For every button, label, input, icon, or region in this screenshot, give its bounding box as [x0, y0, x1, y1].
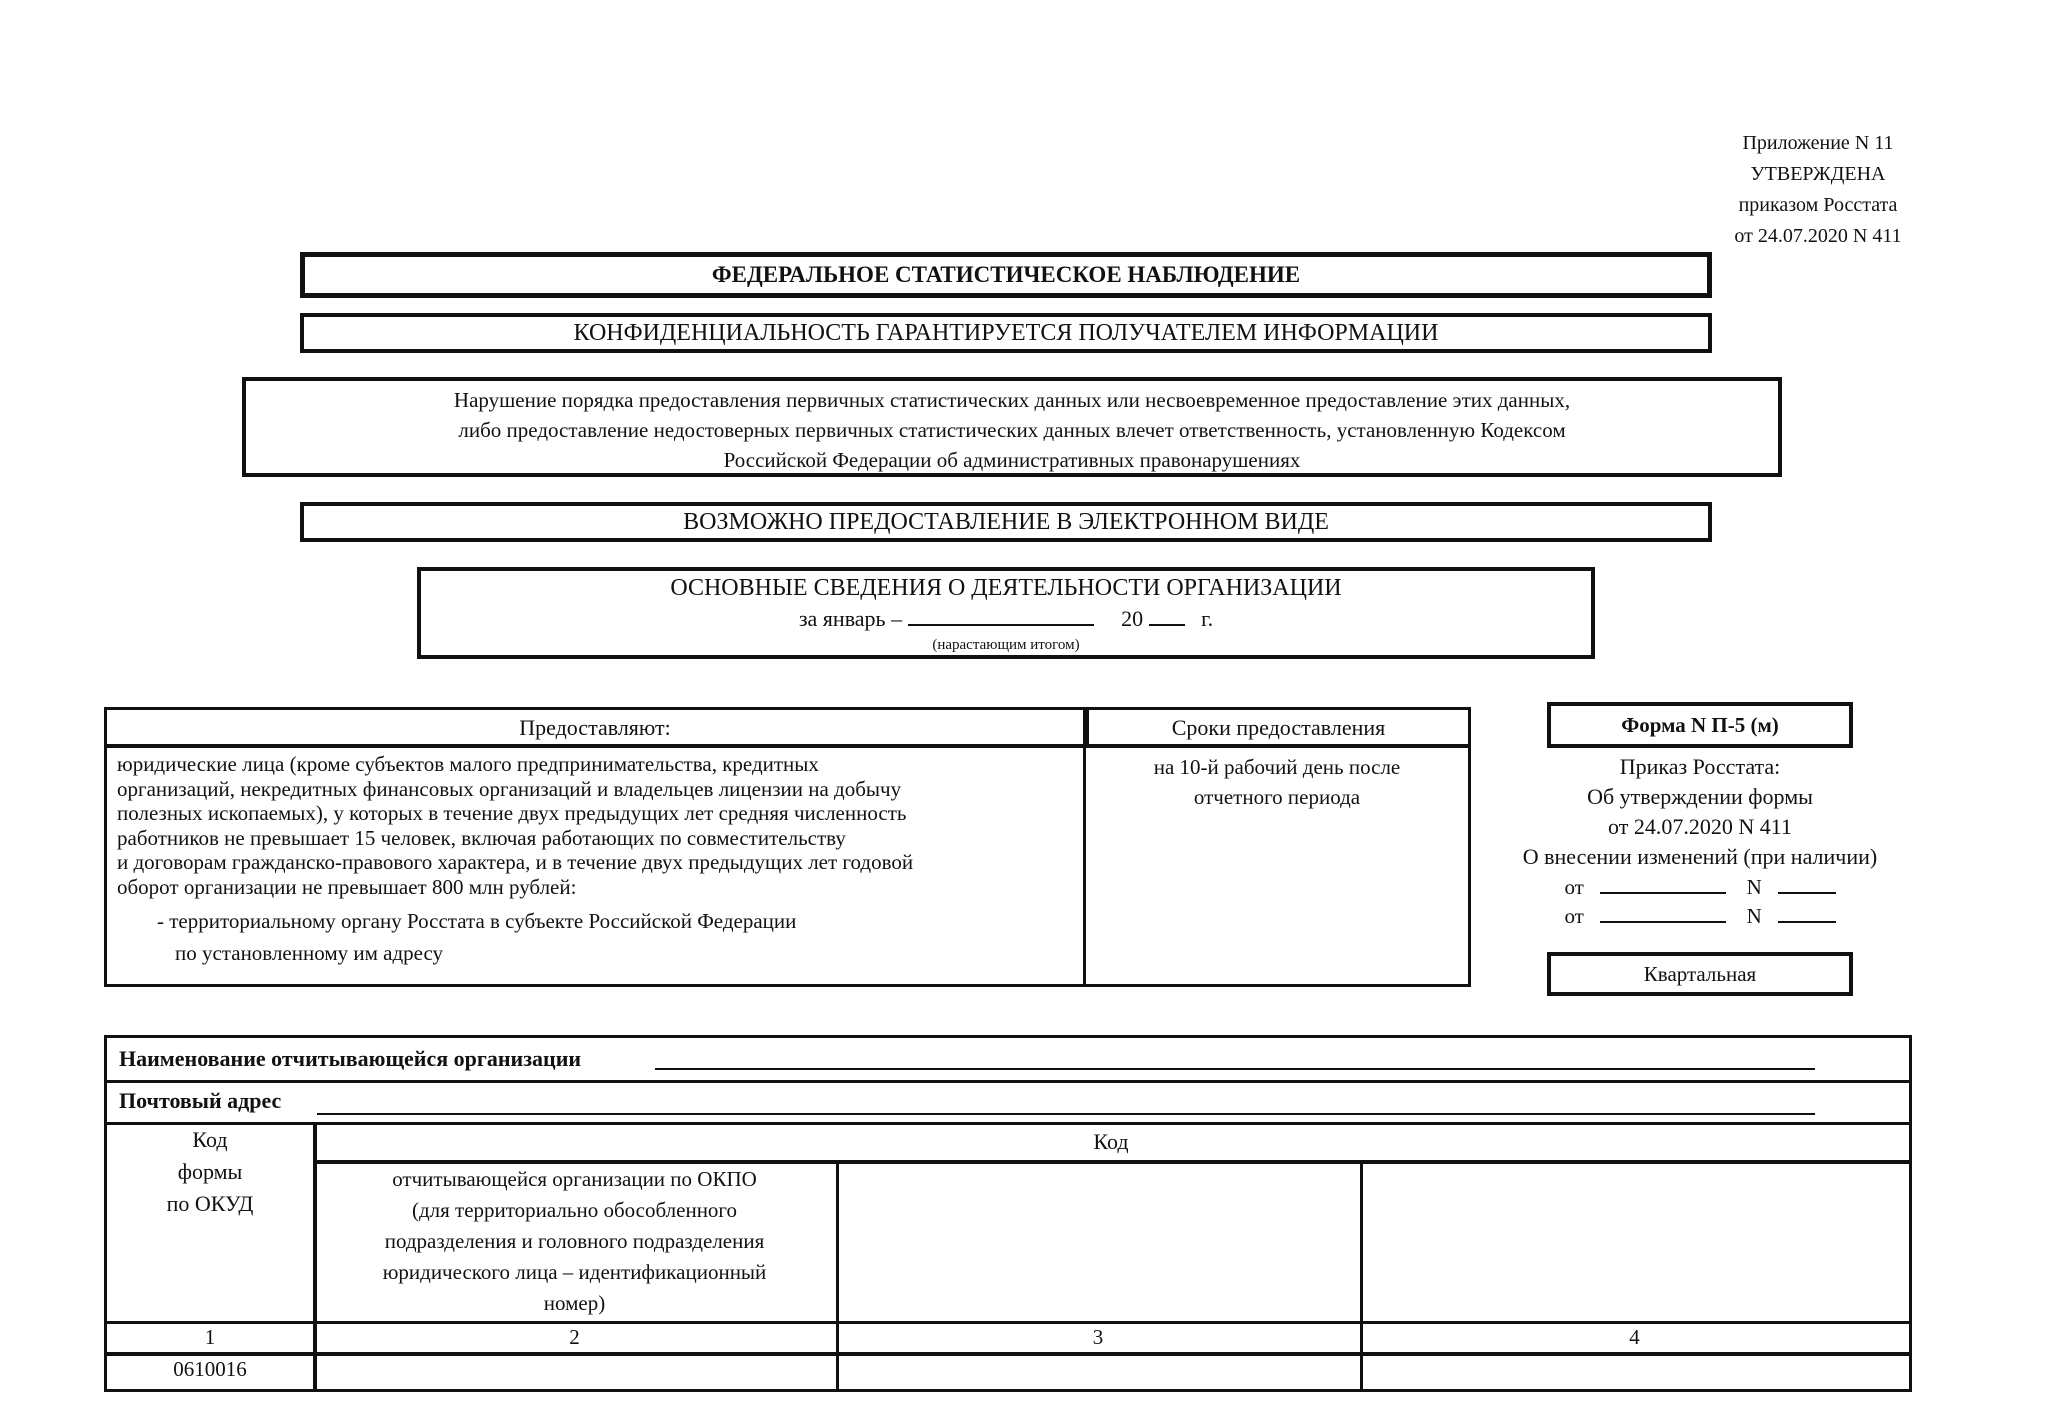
number-label: N [1746, 904, 1762, 928]
recipient-item-continuation: по установленному им адресу [175, 941, 444, 965]
column-number: 3 [1092, 1325, 1104, 1349]
period-prefix: за январь – [798, 606, 903, 631]
form-title-box [417, 567, 1595, 659]
appendix-line: Приложение N 11 [1742, 132, 1894, 154]
year-suffix: г. [1201, 606, 1214, 631]
approval-order-block [1480, 752, 1920, 930]
okpo-header-line: подразделения и головного подразделения [384, 1229, 765, 1253]
okpo-header-line: номер) [543, 1291, 606, 1315]
deadline-header: Сроки предоставления [1086, 710, 1468, 748]
okpo-header-line: юридического лица – идентификационный [382, 1260, 767, 1284]
number-label: N [1746, 875, 1762, 899]
postal-address-label: Почтовый адрес [119, 1088, 282, 1113]
order-line: от 24.07.2020 N 411 [1608, 814, 1792, 839]
cumulative-note: (нарастающим итогом) [932, 637, 1080, 653]
warning-line: либо предоставление недостоверных первичных статистических данных влечет ответственность, установленную Кодексом [458, 418, 1566, 442]
okud-header-line: формы [177, 1159, 243, 1184]
providers-line: юридические лица (кроме субъектов малого предпринимательства, кредитных [117, 752, 819, 776]
appendix-line: приказом Росстата [1738, 194, 1898, 216]
providers-table [104, 707, 1471, 987]
amendment-date-field[interactable] [1600, 901, 1726, 923]
organization-table [104, 1035, 1912, 1392]
providers-line: и договорам гражданско-правового характера, и в течение двух предыдущих лет годовой [117, 850, 914, 874]
electronic-submission-box: ВОЗМОЖНО ПРЕДОСТАВЛЕНИЕ В ЭЛЕКТРОННОМ ВИДЕ [300, 502, 1712, 542]
from-label: от [1564, 875, 1584, 899]
okud-code-value: 0610016 [173, 1357, 247, 1381]
from-label: от [1564, 904, 1584, 928]
form-title: ОСНОВНЫЕ СВЕДЕНИЯ О ДЕЯТЕЛЬНОСТИ ОРГАНИЗАЦИИ [670, 575, 1342, 601]
amendment-number-field[interactable] [1778, 872, 1836, 894]
column-number: 1 [204, 1325, 216, 1349]
code-field-3[interactable] [836, 1356, 1360, 1386]
appendix-block [1668, 128, 1968, 252]
okpo-header [313, 1164, 836, 1319]
form-number-box: Форма N П-5 (м) [1547, 702, 1853, 748]
row-divider [107, 1080, 1909, 1083]
reporting-period-line [421, 603, 1591, 635]
periodicity-box: Квартальная [1547, 952, 1853, 996]
row-divider [107, 1122, 1909, 1125]
okpo-header-line: отчитывающейся организации по ОКПО [392, 1167, 757, 1191]
amendment-number-field[interactable] [1778, 901, 1836, 923]
period-month-field[interactable] [908, 604, 1094, 626]
okud-header-line: Код [192, 1127, 228, 1152]
confidentiality-box: КОНФИДЕНЦИАЛЬНОСТЬ ГАРАНТИРУЕТСЯ ПОЛУЧАТЕЛЕМ ИНФОРМАЦИИ [300, 313, 1712, 353]
year-field[interactable] [1149, 604, 1185, 626]
okpo-code-field[interactable] [313, 1356, 836, 1386]
providers-line: организаций, некредитных финансовых организаций и владельцев лицензии на добычу [117, 776, 902, 801]
year-prefix: 20 [1121, 606, 1144, 631]
order-line: Об утверждении формы [1587, 784, 1813, 809]
providers-line: работников не превышает 15 человек, включая работающих по совместительству [117, 825, 846, 850]
appendix-line: УТВЕРЖДЕНА [1750, 163, 1886, 185]
column-number: 4 [1629, 1325, 1640, 1349]
providers-line: оборот организации не превышает 800 млн рублей: [117, 874, 577, 899]
org-name-field[interactable] [655, 1068, 1815, 1070]
order-line: Приказ Росстата: [1619, 754, 1781, 779]
okpo-header-line: (для территориально обособленного [411, 1198, 738, 1222]
org-name-label: Наименование отчитывающейся организации [119, 1046, 582, 1071]
recipient-item: - территориальному органу Росстата в субъекте Российской Федерации [157, 909, 797, 933]
warning-line: Российской Федерации об административных правонарушениях [723, 448, 1301, 472]
providers-line: полезных ископаемых), у которых в течение двух предыдущих лет средняя численность [117, 801, 907, 825]
order-line: О внесении изменений (при наличии) [1522, 844, 1878, 869]
code-field-4[interactable] [1360, 1356, 1909, 1386]
okud-header [107, 1124, 313, 1220]
postal-address-field[interactable] [317, 1113, 1815, 1115]
column-number: 2 [569, 1325, 580, 1349]
amendment-date-field[interactable] [1600, 872, 1726, 894]
federal-observation-box: ФЕДЕРАЛЬНОЕ СТАТИСТИЧЕСКОЕ НАБЛЮДЕНИЕ [300, 252, 1712, 298]
providers-description [107, 748, 1086, 984]
deadline-line: на 10-й рабочий день после [1153, 755, 1401, 779]
okud-header-line: по ОКУД [166, 1191, 254, 1216]
deadline-line: отчетного периода [1193, 785, 1361, 809]
appendix-line: от 24.07.2020 N 411 [1734, 225, 1902, 247]
deadline-description [1086, 748, 1468, 984]
warning-line: Нарушение порядка предоставления первичных статистических данных или несвоевременное предоставление этих данных, [453, 388, 1571, 412]
liability-warning-box [242, 377, 1782, 477]
amendment-row [1480, 872, 1920, 901]
code-header: Код [1093, 1129, 1129, 1154]
providers-header: Предоставляют: [107, 710, 1086, 748]
amendment-row [1480, 901, 1920, 930]
